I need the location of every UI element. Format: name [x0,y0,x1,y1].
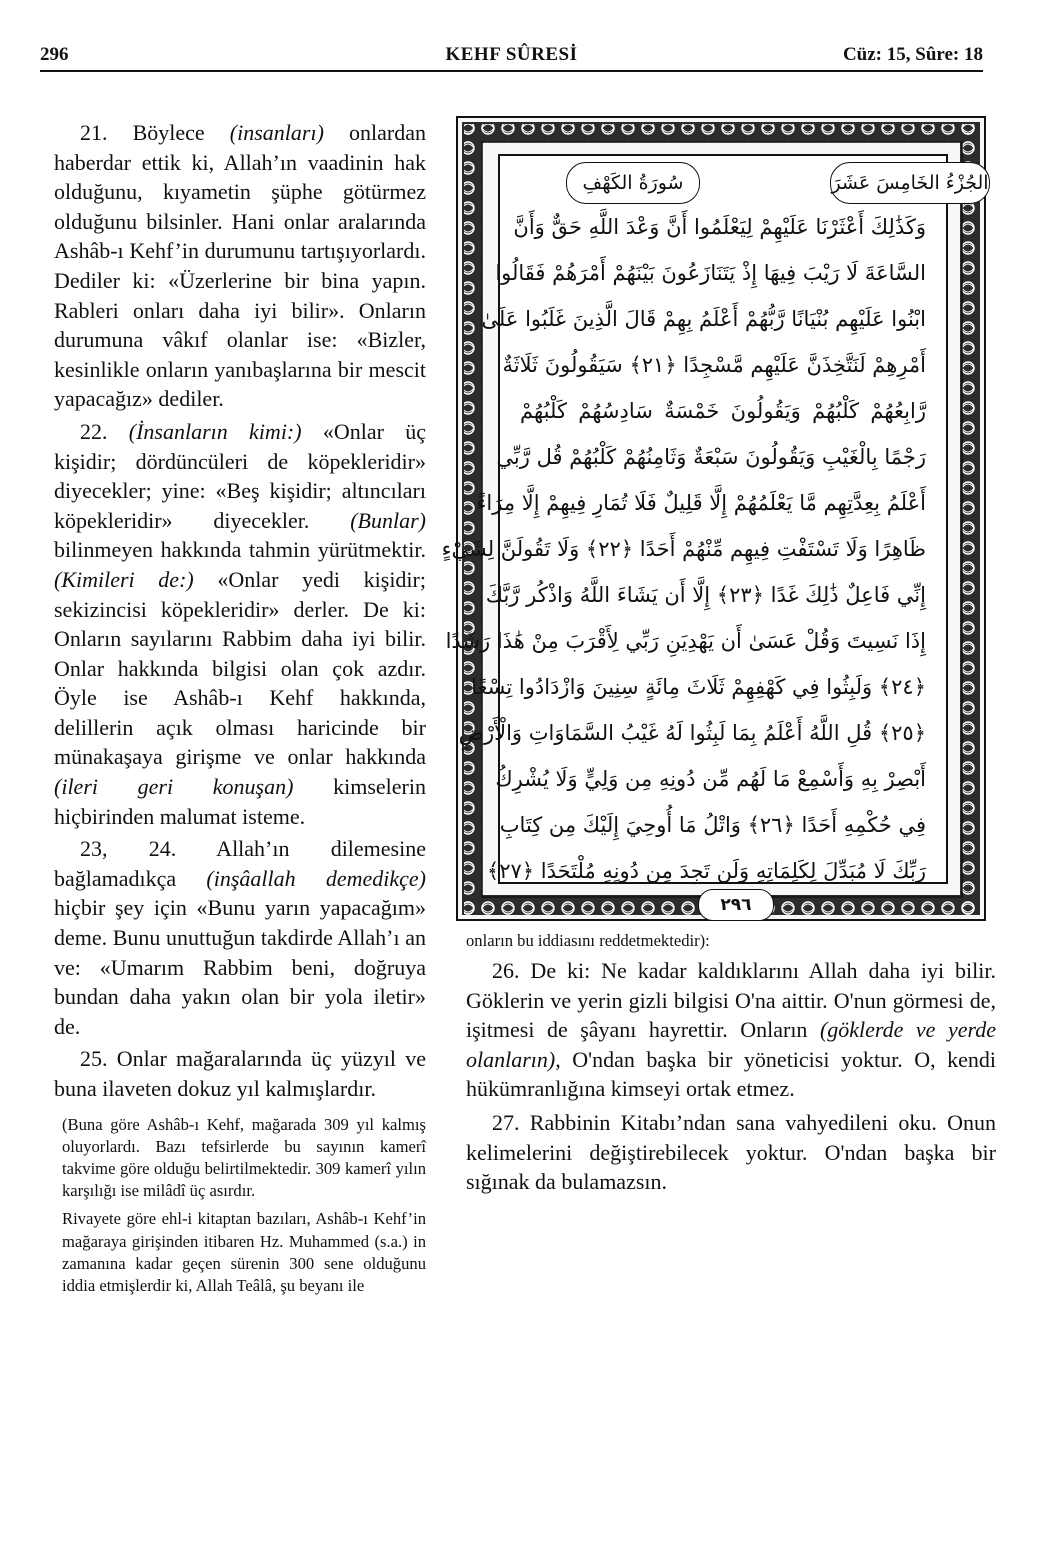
translation-left-column [54,118,426,1297]
verse-21-translation: 21. Böylece (insanları) onlardan haberdar ettik ki, Allah’ın vaadinin hak olduğunu, kıyametin şüphe götürmez olduğunu bilsinler. Hani onlar aralarında Ashâb-ı Kehf’in durumunu tartışıyorlardı. Dediler ki: «Üzerlerine bir bina yapın. Rableri onları daha iyi bilir». Onların durumuna vâkıf olanlar ise: «Bizler, kesinlikle onların yanıbaşlarına bir mescit yapacağız» dediler. [54,120,426,412]
page-number: 296 [40,44,69,65]
arabic-line: أَبْصِرْ بِهِ وَأَسْمِعْ مَا لَهُم مِّن دُونِهِ مِن وَلِيٍّ وَلَا يُشْرِكُ [495,767,926,791]
verse-27-translation: 27. Rabbinin Kitabı’ndan sana vahyedileni oku. Onun kelimelerini değiştirebilecek yoktur. O'ndan başka bir sığınak da bulamazsın. [466,1109,996,1195]
italic-insertion: (ileri geri konuşan) [54,774,294,800]
arabic-line: إِنِّي فَاعِلٌ ذَٰلِكَ غَدًا ﴿٢٣﴾ إِلَّا أَن يَشَاءَ اللَّهُ وَاذْكُر رَّبَّكَ [485,583,926,607]
footnote-continuation: onların bu iddiasını reddetmektedir): [466,931,710,950]
italic-insertion: (insanları) [229,120,324,145]
footnote-1: (Buna göre Ashâb-ı Kehf, mağarada 309 yıl kalmış oluyorlardı. Bazı tefsirlerde bu sayının kamerî takvime göre olduğu belirtilmektedir. 309 kamerî yılın karşılığı ise milâdî üç asırdır. [62,1114,426,1201]
arabic-line: رَبِّكَ لَا مُبَدِّلَ لِكَلِمَاتِهِ وَلَن تَجِدَ مِن دُونِهِ مُلْتَحَدًا ﴿٢٧﴾ [486,859,926,883]
italic-insertion: (göklerde ve yerde olanların) [466,1017,996,1072]
arabic-line: رَجْمًا بِالْغَيْبِ وَيَقُولُونَ سَبْعَةٌ وَثَامِنُهُمْ كَلْبُهُمْ قُل رَّبِّي [496,445,926,469]
juz-name-cartouche: الجُزْءُ الخَامِسَ عَشَرَ [830,162,990,204]
quran-text-area [441,154,989,884]
footnote-2: Rivayete göre ehl-i kitaptan bazıları, Ashâb-ı Kehf’in mağaraya girişinden itibaren Hz. Muhammed (s.a.) in zamanına kadar geçen sürenin 300 sene olduğunu iddia etmişlerdir ki, Allah Teâlâ, şu beyanı ile [62,1209,426,1296]
arabic-line: فِي حُكْمِهِ أَحَدًا ﴿٢٦﴾ وَاتْلُ مَا أُوحِيَ إِلَيْكَ مِن كِتَابِ [499,813,926,837]
header-divider [40,70,983,72]
arabic-line: أَعْلَمُ بِعِدَّتِهِم مَّا يَعْلَمُهُمْ إِلَّا قَلِيلٌ فَلَا تُمَارِ فِيهِمْ إِلَّا مِرَاءً [476,491,926,515]
arabic-line: أَمْرِهِمْ لَنَتَّخِذَنَّ عَلَيْهِم مَّسْجِدًا ﴿٢١﴾ سَيَقُولُونَ ثَلَاثَةٌ [502,353,926,377]
arabic-line: السَّاعَةَ لَا رَيْبَ فِيهَا إِذْ يَتَنَازَعُونَ بَيْنَهُمْ أَمْرَهُمْ فَقَالُوا [495,261,926,285]
arabic-line: ابْنُوا عَلَيْهِم بُنْيَانًا رَّبُّهُمْ أَعْلَمُ بِهِمْ قَالَ الَّذِينَ غَلَبُوا عَلَىٰ [481,307,926,331]
verse-23-24-translation: 23, 24. Allah’ın dilemesine bağlamadıkça (inşâallah demedikçe) hiçbir şey için «Bunu yarın yapacağım» deme. Bunu unuttuğun takdirde Allah’ı an ve: «Umarım Rabbim beni, doğruya bundan daha yakın olan bir yola iletir» de. [54,836,426,1039]
arabic-line: إِذَا نَسِيتَ وَقُلْ عَسَىٰ أَن يَهْدِيَنِ رَبِّي لِأَقْرَبَ مِنْ هَٰذَا رَشَدًا [445,629,926,653]
verse-26-translation: 26. De ki: Ne kadar kaldıklarını Allah daha iyi bilir. Göklerin ve yerin gizli bilgisi O'na aittir. O'nun görmesi de, işitmesi de şâyanı hayrettir. Onların (göklerde ve yerde olanların), O'ndan başka bir yöneticisi yoktur. O, kendi hükümranlığına kimseyi ortak etmez. [466,958,996,1102]
verse-25-translation: 25. Onlar mağaralarında üç yüzyıl ve buna ilaveten dokuz yıl kalmışlardır. [54,1046,426,1101]
arabic-line: وَكَذَٰلِكَ أَعْثَرْنَا عَلَيْهِمْ لِيَعْلَمُوا أَنَّ وَعْدَ اللَّهِ حَقٌّ وَأَنَّ [513,215,926,239]
page-title: KEHF SÛRESİ [445,44,578,65]
translation-right-column [466,930,996,1197]
italic-insertion: (inşâallah demedikçe) [206,865,426,891]
italic-insertion: (Kimileri de:) [54,566,194,592]
page-header [40,44,983,70]
arabic-line: ﴿٢٥﴾ قُلِ اللَّهُ أَعْلَمُ بِمَا لَبِثُوا لَهُ غَيْبُ السَّمَاوَاتِ وَالْأَرْضِ [458,721,926,745]
arabic-line: ﴿٢٤﴾ وَلَبِثُوا فِي كَهْفِهِمْ ثَلَاثَ مِائَةٍ سِنِينَ وَازْدَادُوا تِسْعًا [471,675,926,699]
italic-insertion: (İnsanların kimi:) [128,418,302,444]
arabic-line: رَّابِعُهُمْ كَلْبُهُمْ وَيَقُولُونَ خَمْسَةٌ سَادِسُهُمْ كَلْبُهُمْ [520,399,926,423]
arabic-page-number: ٢٩٦ [698,889,774,921]
italic-insertion: (Bunlar) [350,507,426,533]
juz-sure-label: Cüz: 15, Sûre: 18 [842,44,983,65]
sure-name-cartouche: سُورَةُ الكَهْفِ [566,162,700,204]
verse-22-translation: 22. (İnsanların kimi:) «Onlar üç kişidir; dördüncüleri de köpekleridir» diyecekler; yine: «Beş kişidir; altıncıları köpekleridir» diyecekler. (Bunlar) bilinmeyen hakkında tahmin yürütmektir. (Kimileri de:) «Onlar yedi kişidir; sekizincisi köpekleridir» derler. De ki: Onların sayılarını Rabbim daha iyi bilir. Onlar hakkında bilgisi olan çok azdır. Öyle ise Ashâb-ı Kehf hakkında, delillerin açık olması haricinde bir münakaşaya girişme ve onlar hakkında (ileri geri konuşan) kimselerin hiçbirinden malumat isteme. [54,418,427,829]
quran-page-frame [441,116,989,921]
arabic-line: ظَاهِرًا وَلَا تَسْتَفْتِ فِيهِم مِّنْهُمْ أَحَدًا ﴿٢٢﴾ وَلَا تَقُولَنَّ لِشَيْءٍ [441,537,926,561]
arabic-verses [441,204,926,894]
